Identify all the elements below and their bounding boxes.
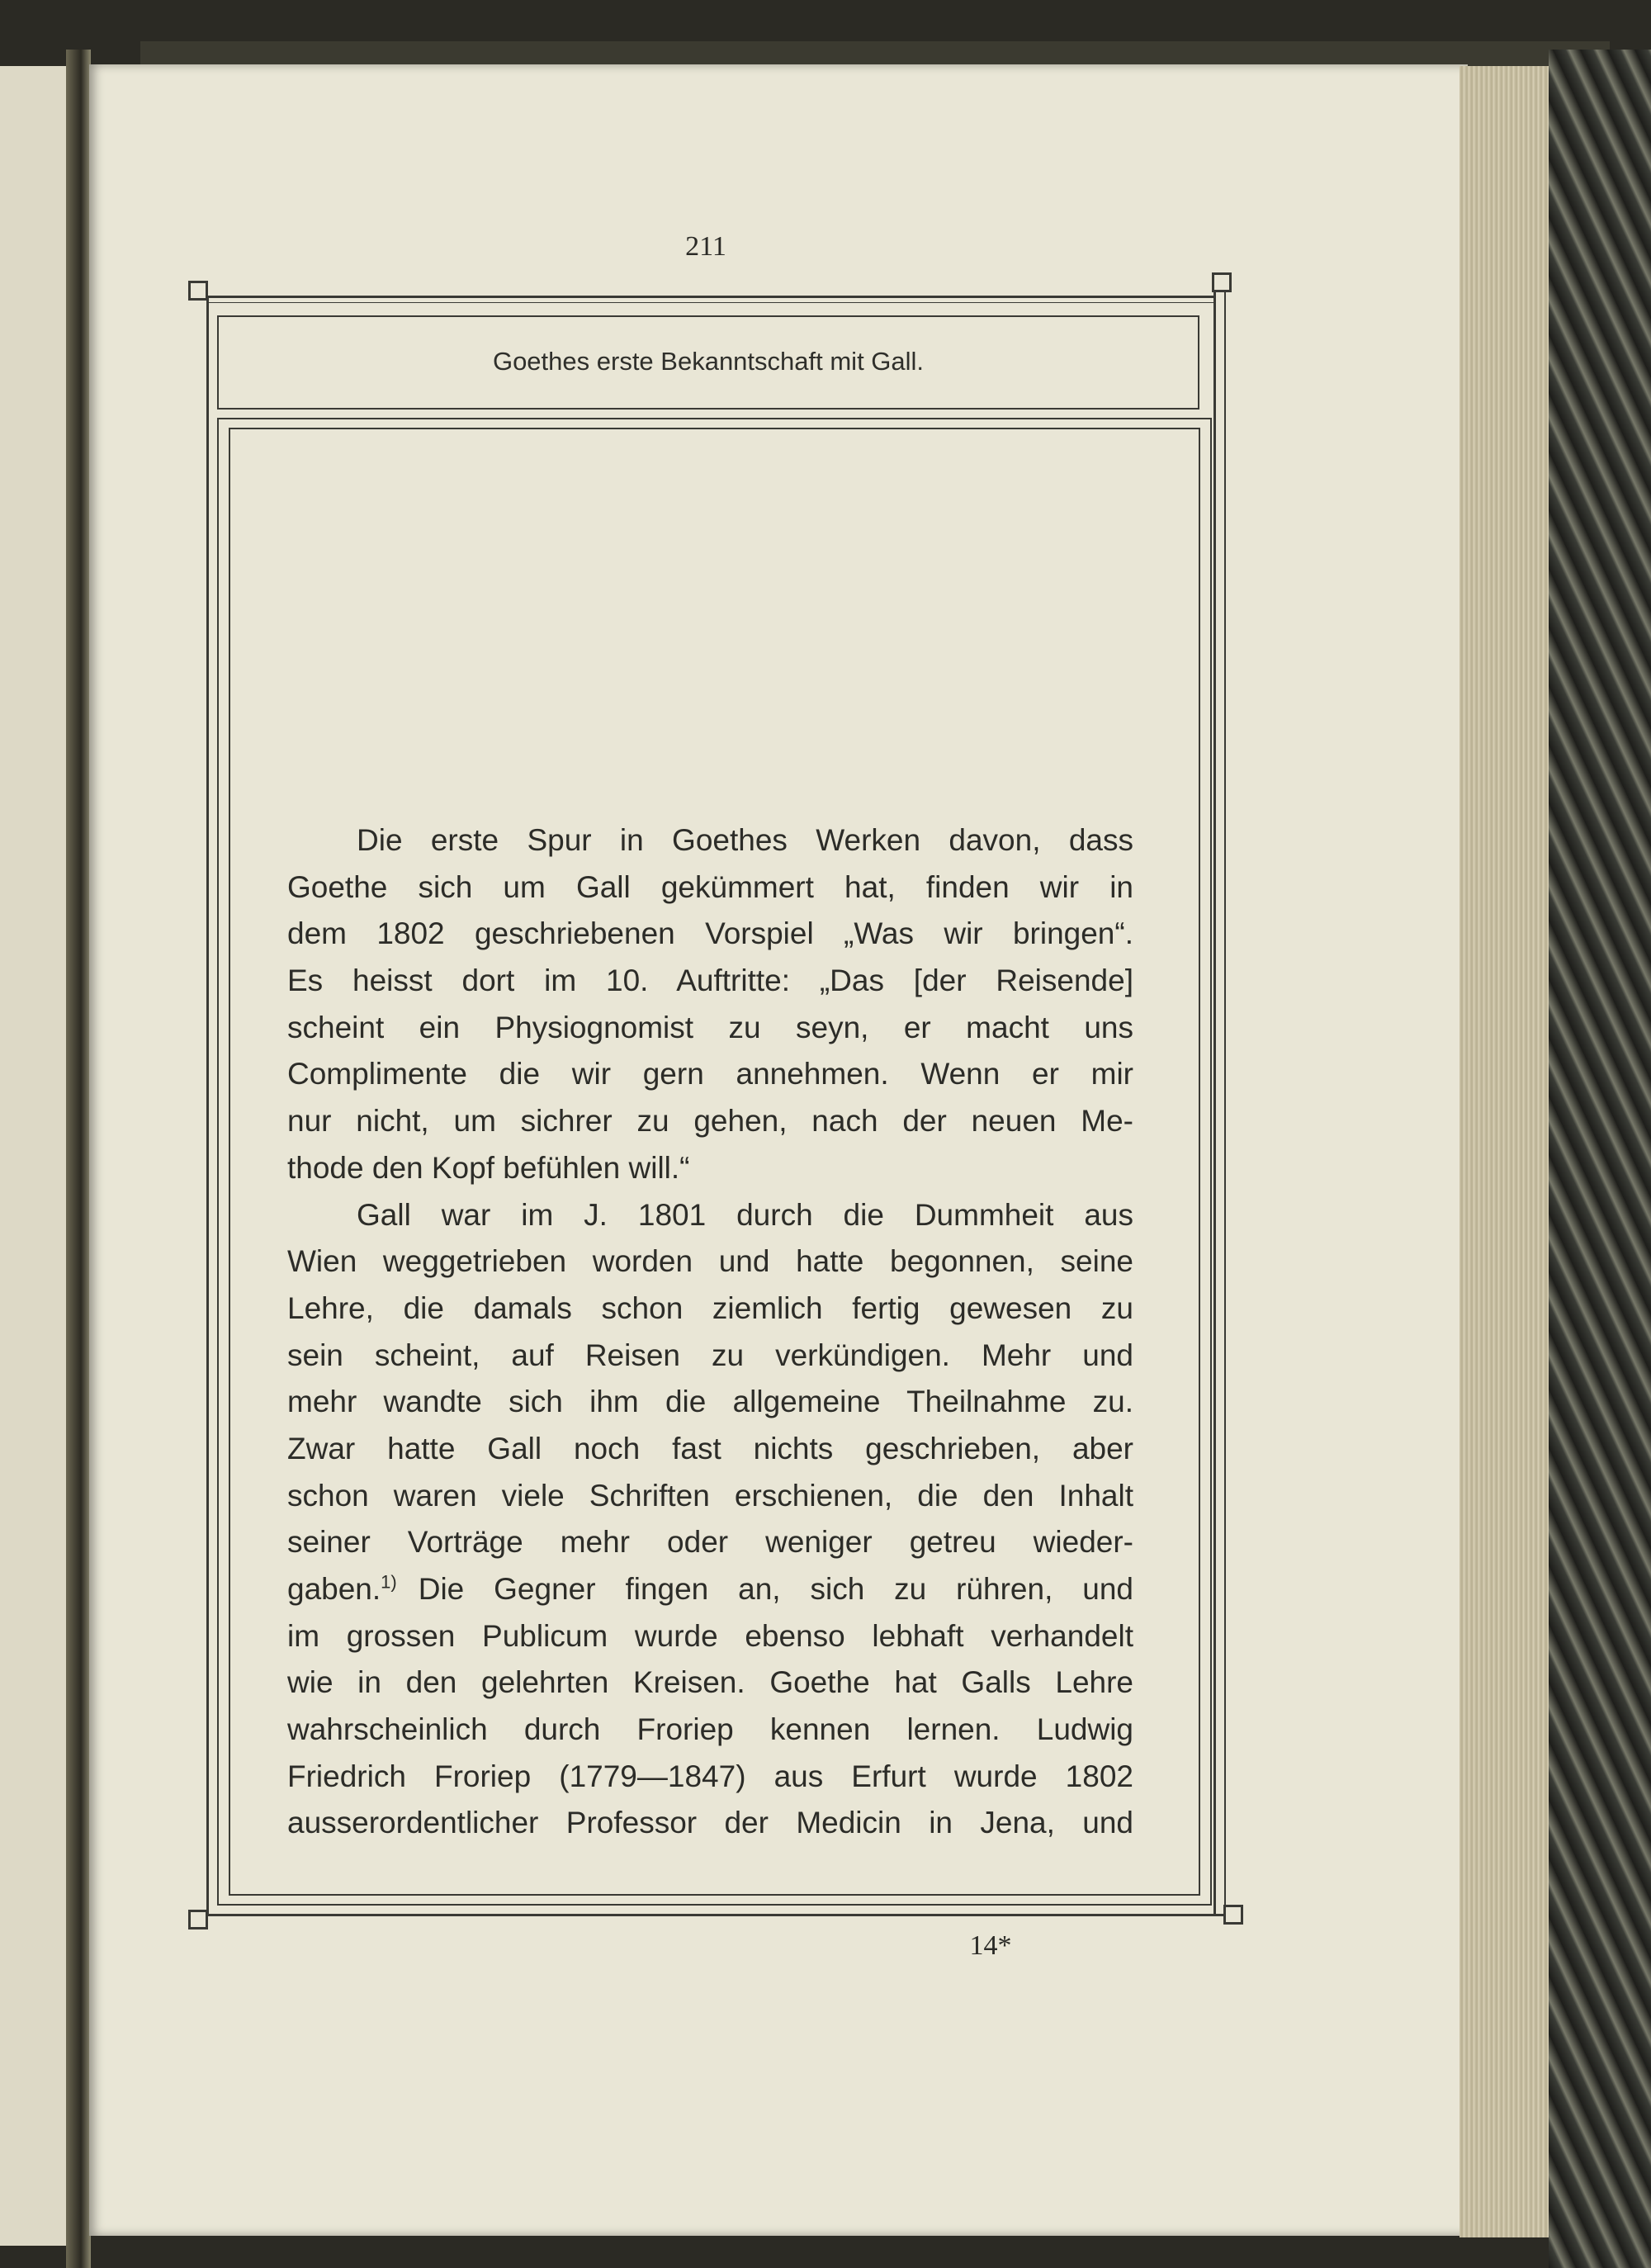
- frame-corner-bl: [188, 1910, 208, 1929]
- running-head: Goethes erste Bekanntschaft mit Gall.: [492, 347, 925, 376]
- text-line: Zwar hatte Gall noch fast nichts geschrieben, aber: [287, 1431, 1133, 1465]
- text-line: scheint ein Physiognomist zu seyn, er macht uns: [287, 1010, 1133, 1044]
- text-line: Wien weggetrieben worden und hatte begonnen, seine: [287, 1244, 1133, 1279]
- page-edges: [1459, 66, 1549, 2237]
- text-line: Complimente die wir gern annehmen. Wenn er mir: [287, 1057, 1133, 1091]
- body-text: [287, 817, 1133, 1847]
- text-line: dem 1802 geschriebenen Vorspiel „Was wir bringen“.: [287, 916, 1133, 951]
- text-line: Gall war im J. 1801 durch die Dummheit aus: [357, 1197, 1133, 1232]
- frame-top-line: [208, 296, 1213, 298]
- text-line: seiner Vorträge mehr oder weniger getreu wieder-: [287, 1525, 1133, 1560]
- text-line: schon waren viele Schriften erschienen, die den Inhalt: [287, 1478, 1133, 1513]
- text-line: ausserordentlicher Professor der Medicin in Jena, und: [287, 1806, 1133, 1840]
- marbled-cover: [1549, 50, 1651, 2268]
- page-number: 211: [685, 231, 726, 262]
- text-line: im grossen Publicum wurde ebenso lebhaft verhandelt: [287, 1618, 1133, 1653]
- text-line: Lehre, die damals schon ziemlich fertig gewesen zu: [287, 1290, 1133, 1325]
- text-line: Die erste Spur in Goethes Werken davon, dass: [357, 823, 1133, 857]
- frame-bottom-line: [208, 1914, 1225, 1916]
- frame-right-line: [1213, 289, 1216, 1915]
- frame-right-line-2: [1224, 289, 1226, 1915]
- text-fragment: [287, 1566, 397, 1613]
- text-line: Friedrich Froriep (1779—1847) aus Erfurt wurde 1802: [287, 1759, 1133, 1793]
- text-line: mehr wandte sich ihm die allgemeine Theilnahme zu.: [287, 1385, 1133, 1419]
- text-line: nur nicht, um sichrer zu gehen, nach der neuen Me-: [287, 1104, 1133, 1139]
- text-line-with-footnote: [287, 1566, 1133, 1613]
- text-line: sein scheint, auf Reisen zu verkündigen. Mehr und: [287, 1338, 1133, 1372]
- text-fragment-start: gaben.: [287, 1572, 381, 1606]
- text-line: Es heisst dort im 10. Auftritte: „Das [der Reisende]: [287, 964, 1133, 998]
- footnote-ref[interactable]: 1): [381, 1571, 397, 1593]
- frame-top-line-thin: [208, 302, 1213, 303]
- text-line: thode den Kopf befühlen will.“: [287, 1150, 690, 1185]
- text-fragment-rest: Die Gegner fingen an, sich zu rühren, und: [418, 1572, 1133, 1606]
- frame-corner-tr: [1212, 272, 1232, 292]
- frame-corner-tl: [188, 281, 208, 301]
- book-gutter: [66, 50, 91, 2268]
- text-line: wahrscheinlich durch Froriep kennen lernen. Ludwig: [287, 1712, 1133, 1747]
- frame-left-line: [206, 296, 209, 1915]
- signature-mark: 14*: [969, 1930, 1012, 1961]
- left-page-edge: [0, 66, 66, 2246]
- frame-corner-br: [1223, 1905, 1243, 1925]
- text-line: wie in den gelehrten Kreisen. Goethe hat Galls Lehre: [287, 1665, 1133, 1700]
- text-line: Goethe sich um Gall gekümmert hat, finden wir in: [287, 869, 1133, 904]
